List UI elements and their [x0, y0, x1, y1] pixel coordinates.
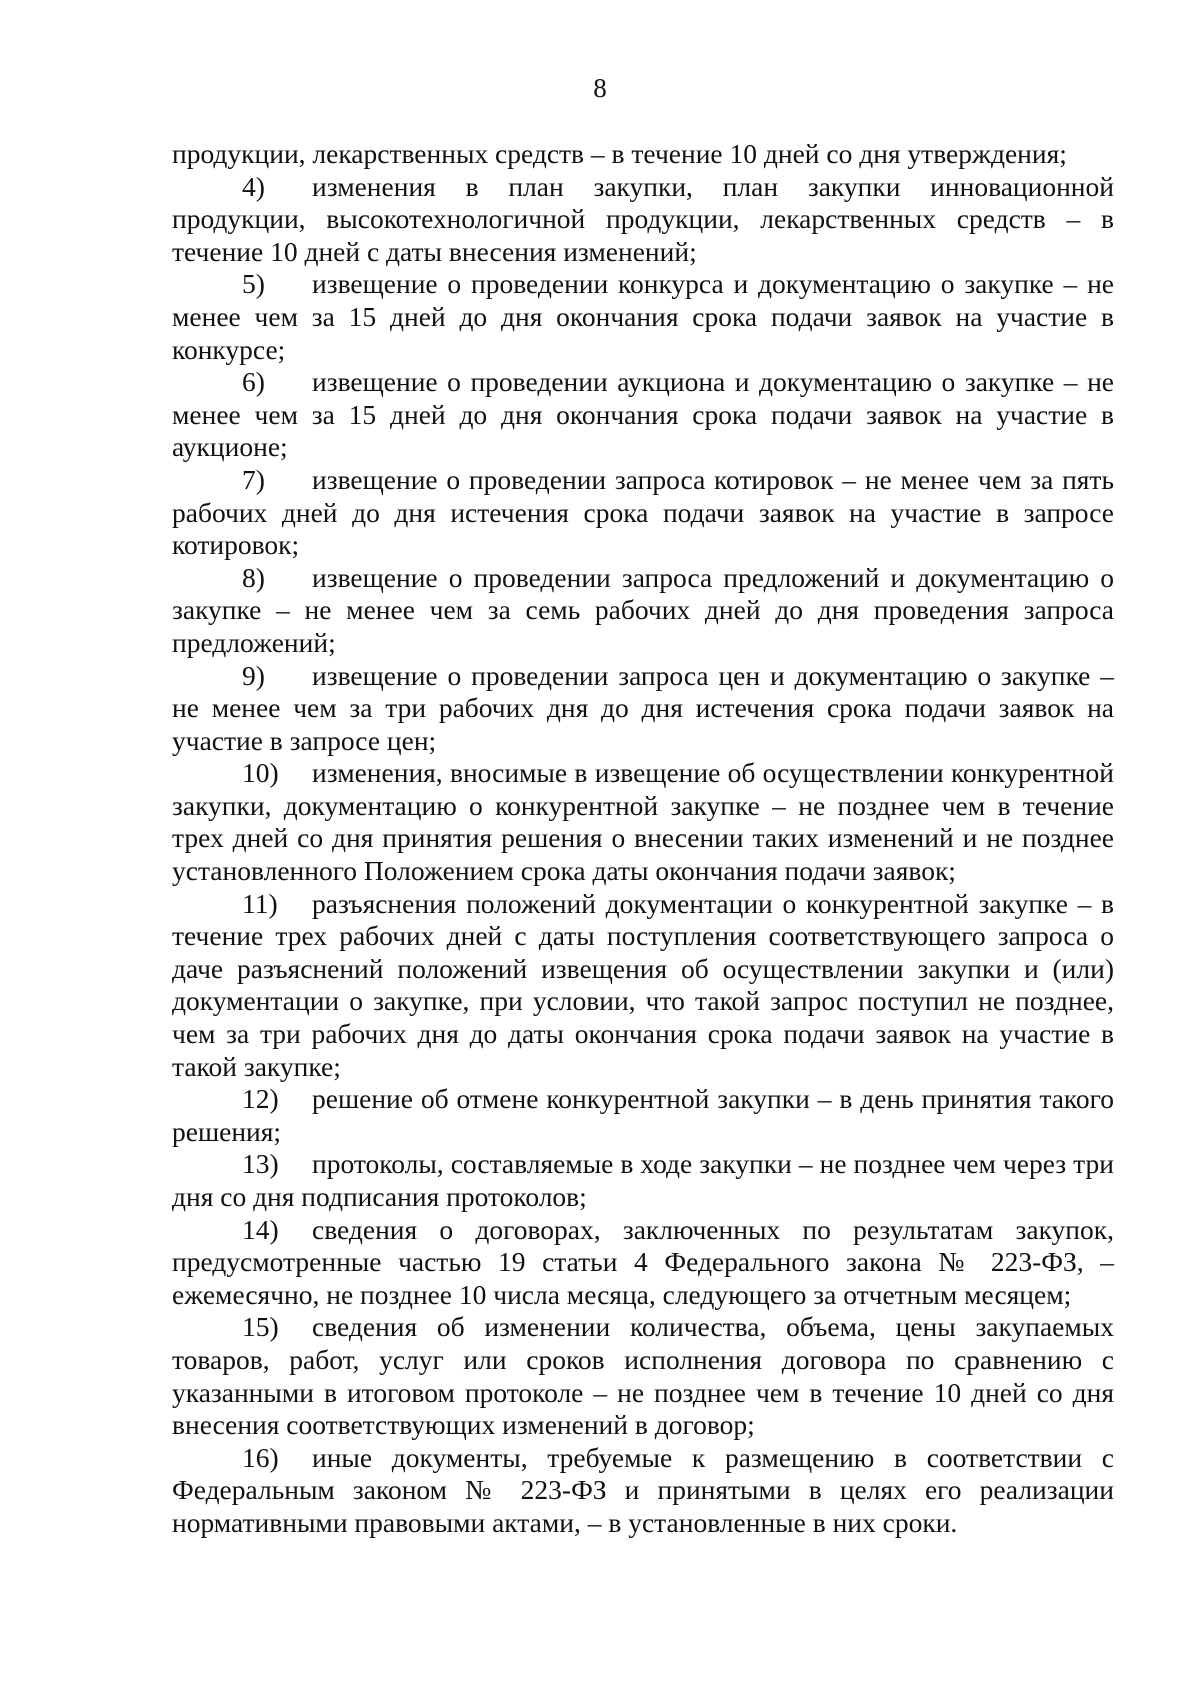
list-item-8	[172, 562, 1114, 660]
list-item-5	[172, 268, 1114, 366]
list-item-9	[172, 660, 1114, 758]
item-text: извещение о проведении запроса котировок – не менее чем за пять рабочих дней до дня истечения срока подачи заявок на участие в запросе котировок;	[172, 463, 1114, 561]
item-text: сведения о договорах, заключенных по результатам закупок, предусмотренные частью 19 статьи 4 Федерального закона № 223-ФЗ, – ежемесячно, не позднее 10 числа месяца, следующего за отчетным месяцем;	[172, 1213, 1114, 1310]
item-text: протоколы, составляемые в ходе закупки – не позднее чем через три дня со дня подписания протоколов;	[172, 1148, 1114, 1212]
item-number: 4)	[242, 170, 265, 202]
list-item-12	[172, 1083, 1114, 1148]
list-item-10	[172, 757, 1114, 887]
item-text: изменения, вносимые в извещение об осуществлении конкурентной закупки, документацию о конкурентной закупке – не позднее чем в течение трех дней со дня принятия решения о внесении таких изменений и не позднее установленного Положением срока даты окончания подачи заявок;	[172, 757, 1114, 887]
document-body	[172, 138, 1114, 1540]
item-text: решение об отмене конкурентной закупки – в день принятия такого решения;	[172, 1083, 1114, 1147]
item-number: 8)	[242, 561, 265, 593]
page-number: 8	[593, 73, 607, 103]
item-number: 6)	[242, 366, 265, 398]
item-number: 11)	[242, 887, 278, 919]
item-text: иные документы, требуемые к размещению в соответствии с Федеральным законом № 223-ФЗ и принятыми в целях его реализации нормативными правовыми актами, – в установленные в них сроки.	[172, 1441, 1114, 1538]
item-text: извещение о проведении запроса предложений и документацию о закупке – не менее чем за семь рабочих дней до дня проведения запроса предложений;	[172, 561, 1114, 658]
list-item-11	[172, 888, 1114, 1084]
list-item-6	[172, 366, 1114, 464]
item-number: 15)	[242, 1311, 279, 1343]
item-number: 16)	[242, 1441, 279, 1473]
item-number: 10)	[242, 757, 279, 789]
item-number: 5)	[242, 268, 265, 300]
continued-paragraph: продукции, лекарственных средств – в течение 10 дней со дня утверждения;	[172, 138, 1067, 169]
item-number: 13)	[242, 1148, 279, 1180]
list-item-7	[172, 464, 1114, 562]
item-text: изменения в план закупки, план закупки инновационной продукции, высокотехнологичной продукции, лекарственных средств – в течение 10 дней с даты внесения изменений;	[172, 170, 1114, 267]
item-text: извещение о проведении конкурса и документацию о закупке – не менее чем за 15 дней до дня окончания срока подачи заявок на участие в конкурсе;	[172, 268, 1114, 365]
item-number: 7)	[242, 463, 265, 495]
item-number: 12)	[242, 1083, 279, 1115]
item-text: разъяснения положений документации о конкурентной закупке – в течение трех рабочих дней с даты поступления соответствующего запроса о даче разъяснений положений извещения об осуществлении закупки и (или) документации о закупке, при условии, что такой запрос поступил не позднее, чем за три рабочих дня до даты окончания срока подачи заявок на участие в такой закупке;	[172, 887, 1114, 1082]
item-number: 9)	[242, 659, 265, 691]
list-item-15	[172, 1311, 1114, 1441]
list-item-4	[172, 171, 1114, 269]
list-item-14	[172, 1214, 1114, 1312]
list-item-16	[172, 1442, 1114, 1540]
list-item-13	[172, 1148, 1114, 1213]
item-text: сведения об изменении количества, объема, цены закупаемых товаров, работ, услуг или сроков исполнения договора по сравнению с указанными в итоговом протоколе – не позднее чем в течение 10 дней со дня внесения соответствующих изменений в договор;	[172, 1311, 1114, 1441]
item-text: извещение о проведении аукциона и документацию о закупке – не менее чем за 15 дней до дня окончания срока подачи заявок на участие в аукционе;	[172, 366, 1114, 463]
item-number: 14)	[242, 1213, 279, 1245]
item-text: извещение о проведении запроса цен и документацию о закупке – не менее чем за три рабочих дня до дня истечения срока подачи заявок на участие в запросе цен;	[172, 659, 1114, 756]
